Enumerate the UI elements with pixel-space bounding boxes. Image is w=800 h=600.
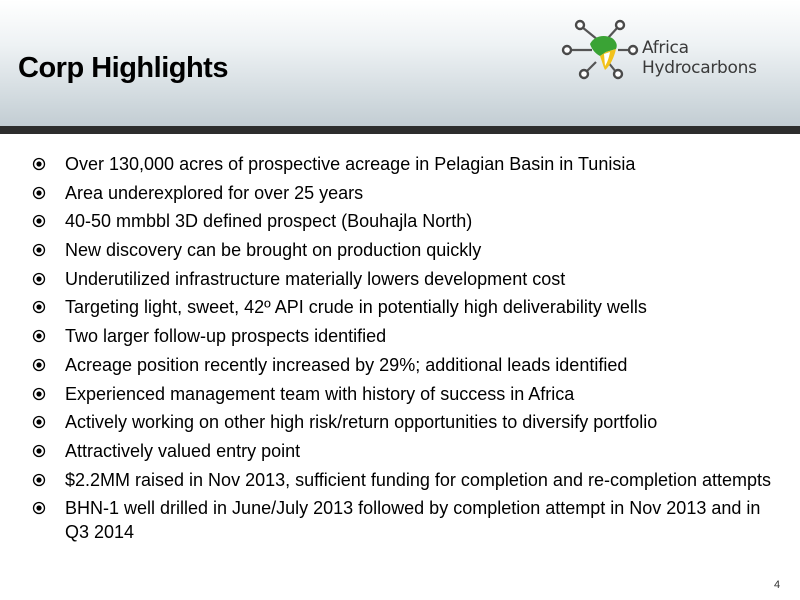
highlight-item — [32, 439, 772, 463]
header-divider — [0, 126, 800, 134]
highlight-text: Actively working on other high risk/return opportunities to diversify portfolio — [65, 412, 658, 433]
highlight-item — [32, 324, 772, 348]
logo-text: Africa Hydrocarbons — [642, 38, 757, 78]
highlight-text: New discovery can be brought on production quickly — [65, 240, 482, 261]
highlight-item — [32, 353, 772, 377]
highlight-text: Underutilized infrastructure materially lowers development cost — [65, 268, 566, 289]
bullet-icon — [32, 157, 46, 171]
highlight-item — [32, 382, 772, 406]
highlight-text: $2.2MM raised in Nov 2013, sufficient funding for completion and re-completion attempts — [65, 469, 772, 490]
slide-title: Corp Highlights — [18, 52, 228, 84]
bullet-icon — [32, 415, 46, 429]
page-number: 4 — [774, 579, 781, 591]
bullet-icon — [32, 272, 46, 286]
bullet-icon — [32, 473, 46, 487]
highlight-text: Experienced management team with history of success in Africa — [65, 383, 575, 404]
highlight-item — [32, 181, 772, 205]
bullet-icon — [32, 358, 46, 372]
highlight-text: 40-50 mmbbl 3D defined prospect (Bouhajla North) — [65, 211, 473, 232]
highlight-item — [32, 468, 772, 492]
highlight-item — [32, 496, 772, 544]
bullet-icon — [32, 300, 46, 314]
highlight-item — [32, 152, 772, 176]
highlight-item — [32, 267, 772, 291]
bullet-icon — [32, 329, 46, 343]
bullet-icon — [32, 501, 46, 515]
bullet-icon — [32, 387, 46, 401]
highlight-text: Over 130,000 acres of prospective acreage in Pelagian Basin in Tunisia — [65, 154, 636, 174]
highlight-item — [32, 410, 772, 434]
highlight-text: Attractively valued entry point — [65, 440, 301, 461]
highlight-text: Acreage position recently increased by 29%; additional leads identified — [65, 354, 628, 375]
highlight-item — [32, 238, 772, 262]
highlight-text: BHN-1 well drilled in June/July 2013 followed by completion attempt in Nov 2013 and in Q3 2014 — [65, 498, 761, 543]
bullet-icon — [32, 243, 46, 257]
highlight-text: Area underexplored for over 25 years — [65, 182, 364, 203]
bullet-icon — [32, 214, 46, 228]
bullet-icon — [32, 444, 46, 458]
highlight-text: Two larger follow-up prospects identified — [65, 326, 387, 347]
highlight-item — [32, 295, 772, 319]
highlight-text: Targeting light, sweet, 42º API crude in potentially high deliverability wells — [65, 297, 647, 318]
bullet-icon — [32, 186, 46, 200]
highlight-item — [32, 209, 772, 233]
highlights-list — [32, 152, 772, 549]
